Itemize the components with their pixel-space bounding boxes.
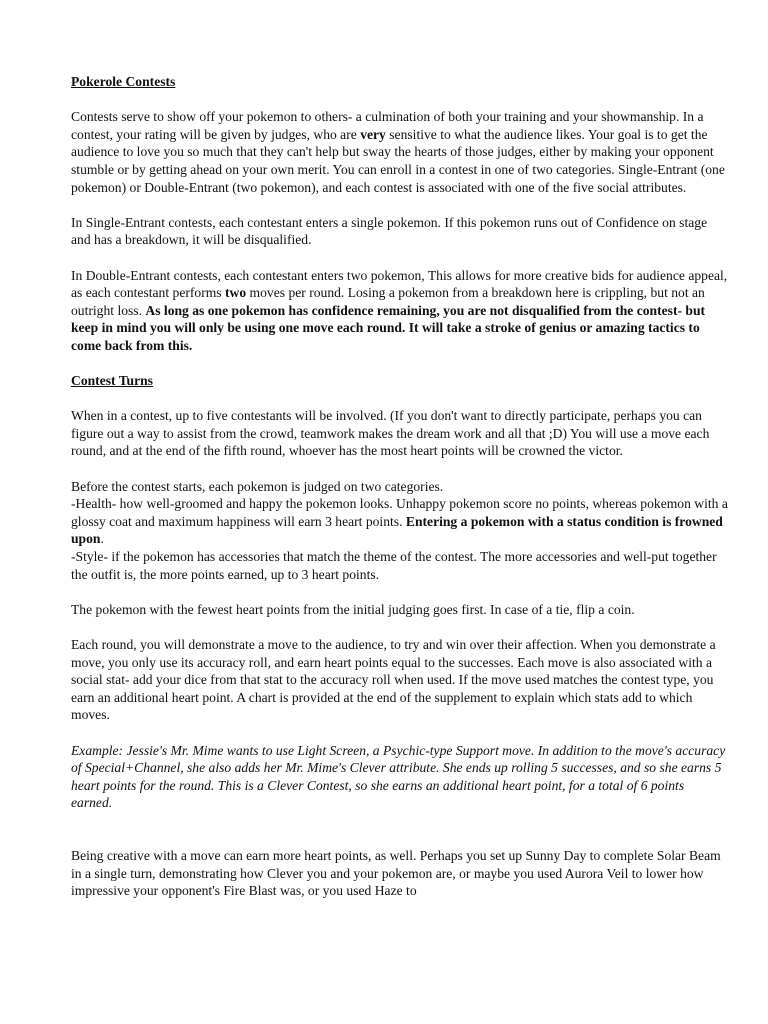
paragraph-turn-order: The pokemon with the fewest heart points from the initial judging goes first. In case of a tie, flip a coin. [71,601,635,617]
paragraph-health [71,495,728,548]
intro-text-a: Contests serve to show off your pokemon to others- a culmination of both your training and your showmanship. In a contest, your rating will be given by judges, who are [71,109,704,142]
double-text-a: In Double-Entrant contests, each contestant enters two pokemon, This allows for more creative bids for audience appeal, as each contestant performs [71,267,728,301]
paragraph-contest-overview: When in a contest, up to five contestants will be involved. (If you don't want to directly participate, perhaps you can figure out a way to assist from the crowd, teamwork makes the dream work and all that ;D) You will use a move each round, and at the end of the fifth round, whoever has the most heart points will be crowned the victor. [71,408,710,459]
health-end: . [100,531,104,547]
intro-text-b: sensitive to what the audience likes. Your goal is to get the audience to love you so much that they can't help but sway the hearts of those judges, either by making your opponent stumble or by getting ahead on your own merit. You can enroll in a contest in one of two categories. Single-Entrant (one pokemon) or Double-Entrant (two pokemon), and each contest is associated with one of the five social attributes. [71,126,725,195]
paragraph-judging-intro: Before the contest starts, each pokemon is judged on two categories. [71,478,444,494]
paragraph-creative-moves: Being creative with a move can earn more heart points, as well. Perhaps you set up Sunny Day to complete Solar Beam in a single turn, demonstrating how Clever you and your pokemon are, or maybe you used Aurora Veil to lower how impressive your opponent's Fire Blast was, or you used Haze to [71,847,721,899]
double-bold-two: two [225,285,247,301]
double-text-b: moves per round. Losing a pokemon from a breakdown here is crippling, but not an outright loss. [71,285,705,318]
paragraph-single-entrant: In Single-Entrant contests, each contestant enters a single pokemon. If this pokemon runs out of Confidence on stage and has a breakdown, it will be disqualified. [71,214,708,248]
heading-pokerole-contests: Pokerole Contests [71,74,176,89]
double-bold-rule: As long as one pokemon has confidence remaining, you are not disqualified from the contest- but keep in mind you will only be using one move each round. It will take a stroke of genius or amazing tactics to come back from this. [71,302,706,353]
health-bold: Entering a pokemon with a status condition is frowned upon [71,513,723,547]
paragraph-double-entrant [71,267,728,355]
heading-contest-turns: Contest Turns [71,373,153,389]
paragraph-each-round: Each round, you will demonstrate a move to the audience, to try and win over their affection. When you demonstrate a move, you only use its accuracy roll, and earn heart points equal to the successes. Each move is also associated with a social stat- add your dice from that stat to the accuracy roll when used. If the move used matches the contest type, you earn an additional heart point. A chart is provided at the end of the supplement to explain which stats add to which moves. [71,637,716,723]
paragraph-intro [71,108,728,196]
intro-bold: very [360,126,386,142]
paragraph-example: Example: Jessie's Mr. Mime wants to use Light Screen, a Psychic-type Support move. In addition to the move's accuracy of Special+Channel, she also adds her Mr. Mime's Clever attribute. She ends up rolling 5 successes, and so she earns 5 heart points for the round. This is a Clever Contest, so she earns an additional heart point, for a total of 6 points earned. [71,742,726,811]
health-text: -Health- how well-groomed and happy the pokemon looks. Unhappy pokemon score no points, whereas pokemon with a glossy coat and maximum happiness will earn 3 heart points. [71,496,728,529]
paragraph-style: -Style- if the pokemon has accessories that match the theme of the contest. The more accessories and well-put together the outfit is, the more points earned, up to 3 heart points. [71,549,717,582]
